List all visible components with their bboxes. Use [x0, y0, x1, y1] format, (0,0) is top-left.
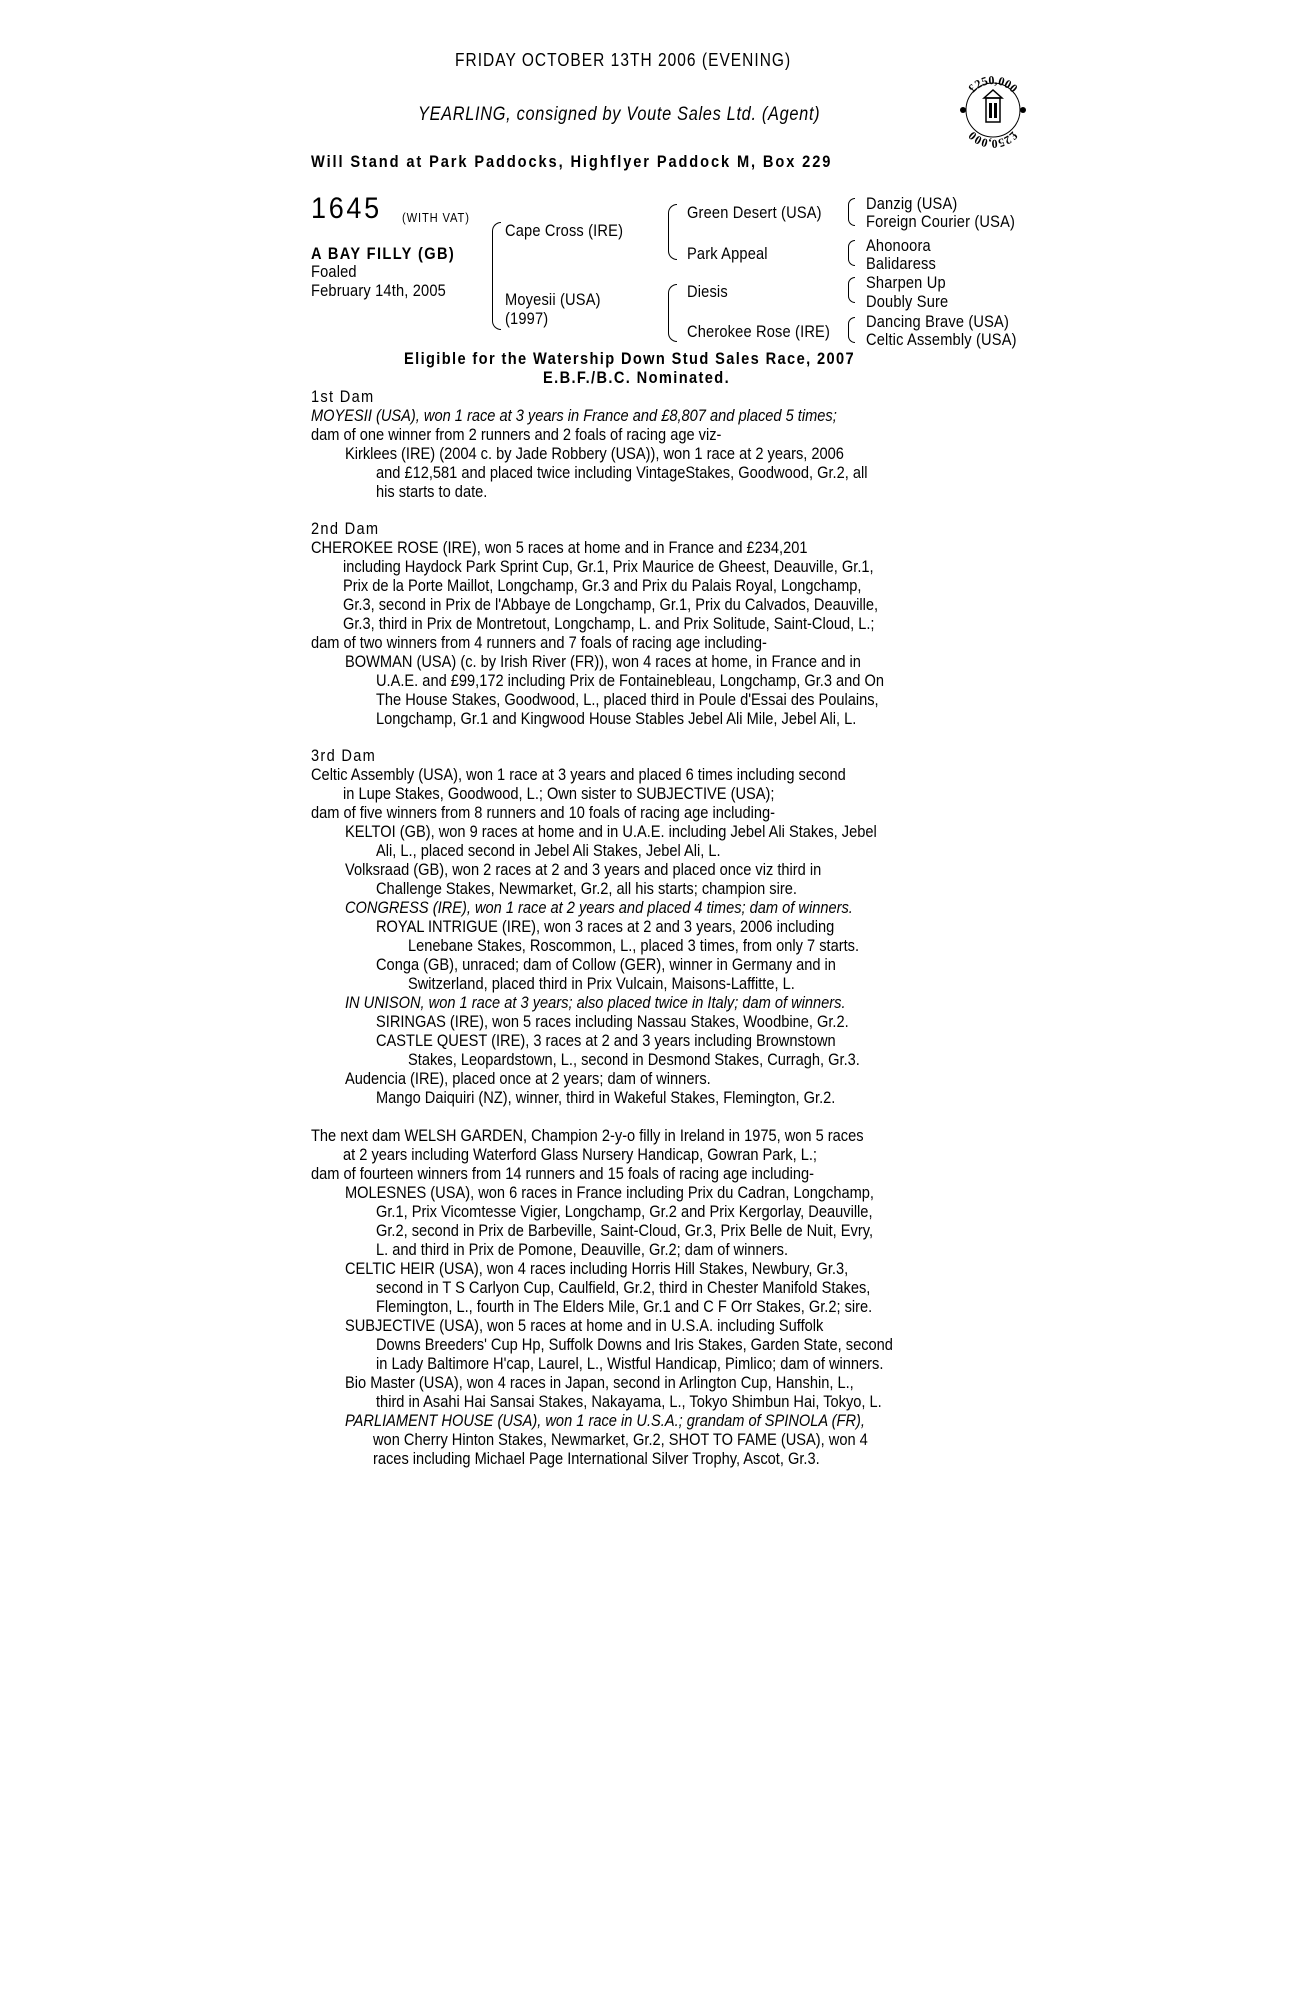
third-dam-line: Conga (GB), unraced; dam of Collow (GER), winner in Germany and in: [376, 955, 836, 974]
next-dam-line: third in Asahi Hai Sansai Stakes, Nakayama, L., Tokyo Shimbun Hai, Tokyo, L.: [376, 1392, 882, 1411]
pedigree-dsd: Doubly Sure: [866, 292, 949, 311]
pedigree-ssd: Foreign Courier (USA): [866, 212, 1016, 231]
vat-note: (WITH VAT): [402, 210, 470, 225]
third-dam-line: dam of five winners from 8 runners and 10 foals of racing age including-: [311, 803, 776, 822]
second-dam-line: dam of two winners from 4 runners and 7 foals of racing age including-: [311, 633, 767, 652]
second-dam-line: Gr.3, third in Prix de Montretout, Longchamp, L. and Prix Solitude, Saint-Cloud, L.;: [343, 614, 875, 633]
pedigree-dam: Moyesii (USA): [505, 290, 601, 309]
svg-text:£250,000: [965, 73, 1020, 95]
second-dam-line: BOWMAN (USA) (c. by Irish River (FR)), won 4 races at home, in France and in: [345, 652, 861, 671]
pedigree-ddd: Celtic Assembly (USA): [866, 330, 1017, 349]
sale-date: FRIDAY OCTOBER 13TH 2006 (EVENING): [455, 50, 792, 70]
pedigree-brace-main: [492, 222, 501, 330]
next-dam-line: dam of fourteen winners from 14 runners and 15 foals of racing age including-: [311, 1164, 815, 1183]
first-dam-line: Kirklees (IRE) (2004 c. by Jade Robbery (USA)), won 1 race at 2 years, 2006: [345, 444, 844, 463]
next-dam-line: at 2 years including Waterford Glass Nursery Handicap, Gowran Park, L.;: [343, 1145, 817, 1164]
svg-text:£250,000: [965, 129, 1020, 150]
pedigree-brace-sire: [668, 204, 677, 260]
next-dam-line: races including Michael Page International Silver Trophy, Ascot, Gr.3.: [373, 1449, 820, 1468]
second-dam-line: Gr.3, second in Prix de l'Abbaye de Longchamp, Gr.1, Prix du Calvados, Deauville,: [343, 595, 879, 614]
first-dam-line: MOYESII (USA), won 1 race at 3 years in France and £8,807 and placed 5 times;: [311, 406, 837, 425]
foaled-label: Foaled: [311, 262, 357, 281]
lot-number: 1645: [311, 192, 382, 225]
pedigree-sire: Cape Cross (IRE): [505, 221, 624, 240]
next-dam-line: Flemington, L., fourth in The Elders Mile, Gr.1 and C F Orr Stakes, Gr.2; sire.: [376, 1297, 873, 1316]
stand-location: Will Stand at Park Paddocks, Highflyer Paddock M, Box 229: [311, 152, 833, 171]
next-dam-line: CELTIC HEIR (USA), won 4 races including Horris Hill Stakes, Newbury, Gr.3,: [345, 1259, 849, 1278]
consignment-line: YEARLING, consigned by Voute Sales Ltd. (Agent): [418, 104, 821, 125]
first-dam-line: dam of one winner from 2 runners and 2 foals of racing age viz-: [311, 425, 722, 444]
eligibility-line-1: Eligible for the Watership Down Stud Sales Race, 2007: [404, 349, 855, 368]
pedigree-brace-dam: [668, 284, 677, 342]
lot-description: A BAY FILLY (GB): [311, 244, 456, 263]
pedigree-dds: Dancing Brave (USA): [866, 312, 1010, 331]
next-dam-line: SUBJECTIVE (USA), won 5 races at home and in U.S.A. including Suffolk: [345, 1316, 824, 1335]
pedigree-brace-gen3-a: [848, 198, 855, 226]
second-dam-line: CHEROKEE ROSE (IRE), won 5 races at home and in France and £234,201: [311, 538, 808, 557]
next-dam-line: won Cherry Hinton Stakes, Newmarket, Gr.2, SHOT TO FAME (USA), won 4: [373, 1430, 868, 1449]
pedigree-sire-sire: Green Desert (USA): [687, 203, 822, 222]
pedigree-sss: Danzig (USA): [866, 194, 958, 213]
third-dam-line: Volksraad (GB), won 2 races at 2 and 3 years and placed once viz third in: [345, 860, 822, 879]
third-dam-line: SIRINGAS (IRE), won 5 races including Nassau Stakes, Woodbine, Gr.2.: [376, 1012, 849, 1031]
second-dam-line: The House Stakes, Goodwood, L., placed third in Poule d'Essai des Poulains,: [376, 690, 879, 709]
third-dam-heading: 3rd Dam: [311, 746, 377, 765]
second-dam-line: U.A.E. and £99,172 including Prix de Fontainebleau, Longchamp, Gr.3 and On: [376, 671, 884, 690]
next-dam-line: PARLIAMENT HOUSE (USA), won 1 race in U.S.A.; grandam of SPINOLA (FR),: [345, 1411, 865, 1430]
pedigree-dam-dam: Cherokee Rose (IRE): [687, 322, 831, 341]
next-dam-line: L. and third in Prix de Pomone, Deauville, Gr.2; dam of winners.: [376, 1240, 789, 1259]
second-dam-heading: 2nd Dam: [311, 519, 380, 538]
pedigree-dam-year: (1997): [505, 309, 549, 328]
pedigree-brace-gen3-d: [848, 317, 855, 343]
third-dam-line: Mango Daiquiri (NZ), winner, third in Wakeful Stakes, Flemington, Gr.2.: [376, 1088, 836, 1107]
pedigree-sire-dam: Park Appeal: [687, 244, 768, 263]
next-dam-line: Gr.2, second in Prix de Barbeville, Saint-Cloud, Gr.3, Prix Belle de Nuit, Evry,: [376, 1221, 874, 1240]
pedigree-sds: Ahonoora: [866, 236, 931, 255]
third-dam-line: Switzerland, placed third in Prix Vulcain, Maisons-Laffitte, L.: [408, 974, 795, 993]
eligibility-line-2: E.B.F./B.C. Nominated.: [543, 368, 731, 387]
pedigree-brace-gen3-b: [848, 240, 855, 266]
third-dam-line: IN UNISON, won 1 race at 3 years; also placed twice in Italy; dam of winners.: [345, 993, 846, 1012]
foaled-date: February 14th, 2005: [311, 281, 446, 300]
price-seal-icon: [953, 70, 1033, 150]
first-dam-line: his starts to date.: [376, 482, 488, 501]
second-dam-line: Longchamp, Gr.1 and Kingwood House Stables Jebel Ali Mile, Jebel Ali, L.: [376, 709, 857, 728]
first-dam-heading: 1st Dam: [311, 387, 375, 406]
third-dam-line: Ali, L., placed second in Jebel Ali Stakes, Jebel Ali, L.: [376, 841, 721, 860]
third-dam-line: CONGRESS (IRE), won 1 race at 2 years and placed 4 times; dam of winners.: [345, 898, 853, 917]
next-dam-line: Gr.1, Prix Vicomtesse Vigier, Longchamp, Gr.2 and Prix Kergorlay, Deauville,: [376, 1202, 873, 1221]
next-dam-line: The next dam WELSH GARDEN, Champion 2-y-o filly in Ireland in 1975, won 5 races: [311, 1126, 864, 1145]
third-dam-line: Challenge Stakes, Newmarket, Gr.2, all his starts; champion sire.: [376, 879, 797, 898]
second-dam-line: Prix de la Porte Maillot, Longchamp, Gr.3 and Prix du Palais Royal, Longchamp,: [343, 576, 862, 595]
next-dam-line: Bio Master (USA), won 4 races in Japan, second in Arlington Cup, Hanshin, L.,: [345, 1373, 854, 1392]
pedigree-dss: Sharpen Up: [866, 273, 946, 292]
next-dam-line: in Lady Baltimore H'cap, Laurel, L., Wistful Handicap, Pimlico; dam of winners.: [376, 1354, 884, 1373]
third-dam-line: Stakes, Leopardstown, L., second in Desmond Stakes, Curragh, Gr.3.: [408, 1050, 860, 1069]
third-dam-line: in Lupe Stakes, Goodwood, L.; Own sister to SUBJECTIVE (USA);: [343, 784, 775, 803]
third-dam-line: Celtic Assembly (USA), won 1 race at 3 years and placed 6 times including second: [311, 765, 846, 784]
third-dam-line: CASTLE QUEST (IRE), 3 races at 2 and 3 years including Brownstown: [376, 1031, 836, 1050]
next-dam-line: MOLESNES (USA), won 6 races in France including Prix du Cadran, Longchamp,: [345, 1183, 875, 1202]
third-dam-line: Lenebane Stakes, Roscommon, L., placed 3 times, from only 7 starts.: [408, 936, 860, 955]
third-dam-line: KELTOI (GB), won 9 races at home and in U.A.E. including Jebel Ali Stakes, Jebel: [345, 822, 877, 841]
seal-bottom-text: £250,000: [965, 128, 1021, 150]
next-dam-line: Downs Breeders' Cup Hp, Suffolk Downs and Iris Stakes, Garden State, second: [376, 1335, 893, 1354]
third-dam-line: ROYAL INTRIGUE (IRE), won 3 races at 2 and 3 years, 2006 including: [376, 917, 835, 936]
pedigree-brace-gen3-c: [848, 277, 855, 303]
pedigree-sdd: Balidaress: [866, 254, 936, 273]
next-dam-line: second in T S Carlyon Cup, Caulfield, Gr.2, third in Chester Manifold Stakes,: [376, 1278, 871, 1297]
pedigree-dam-sire: Diesis: [687, 282, 728, 301]
seal-top-text: £250,000: [965, 72, 1021, 96]
third-dam-line: Audencia (IRE), placed once at 2 years; dam of winners.: [345, 1069, 711, 1088]
first-dam-line: and £12,581 and placed twice including VintageStakes, Goodwood, Gr.2, all: [376, 463, 868, 482]
second-dam-line: including Haydock Park Sprint Cup, Gr.1, Prix Maurice de Gheest, Deauville, Gr.1,: [343, 557, 874, 576]
